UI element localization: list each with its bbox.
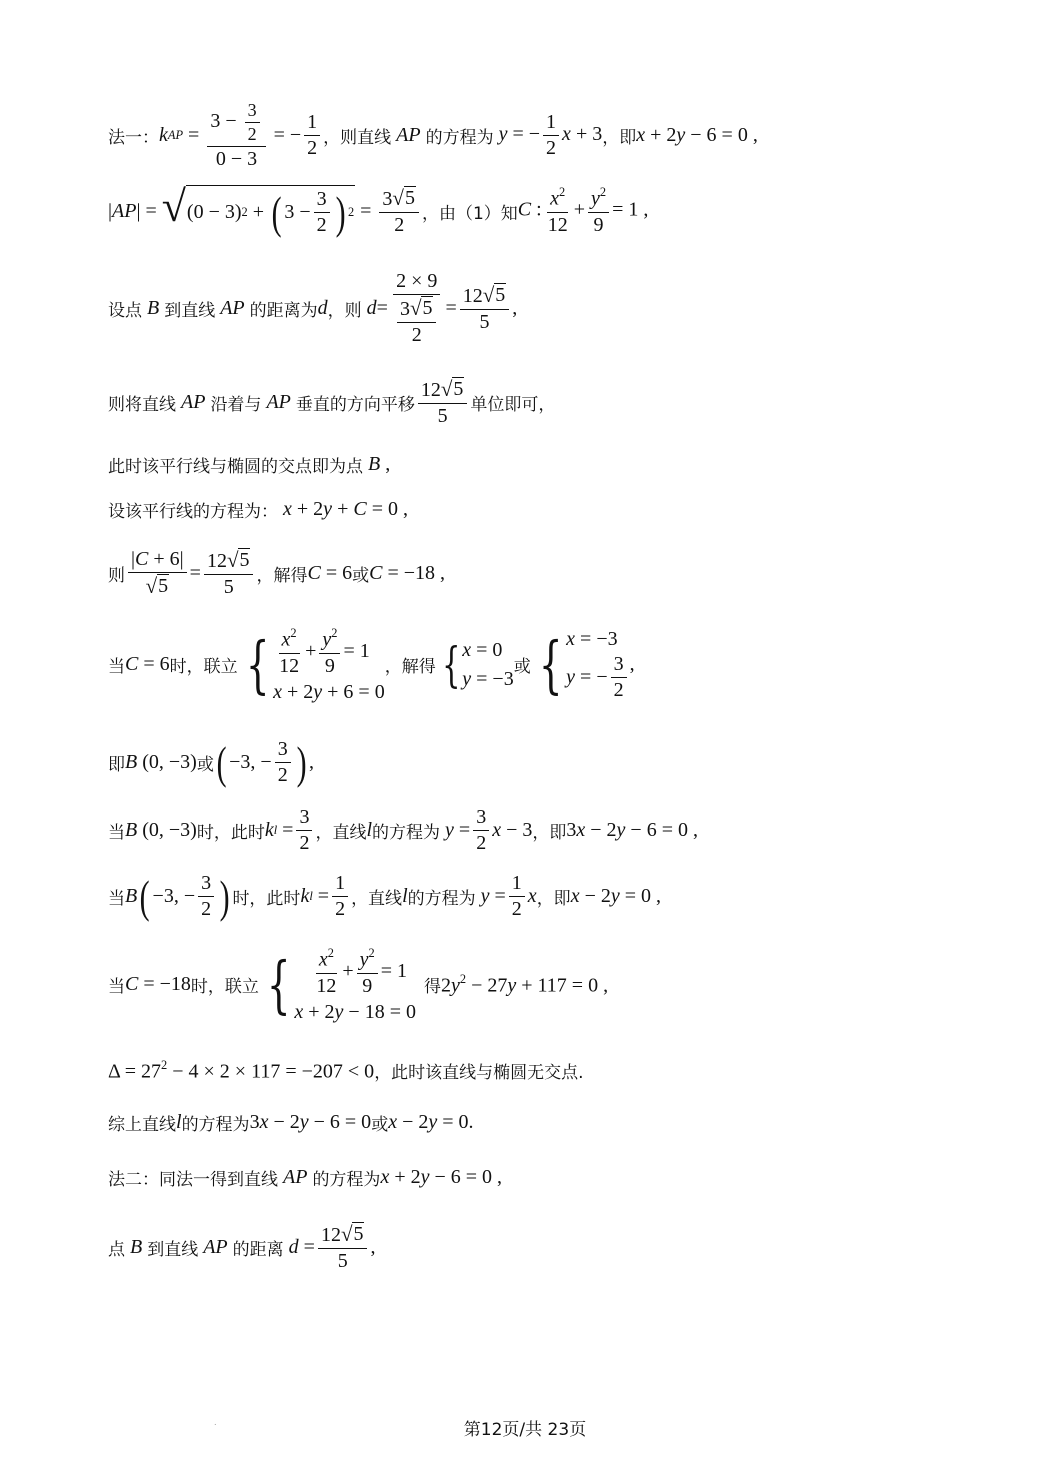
line-2: | AP | = √ (0 − 3) 2 + ( 3 − $\frac{3}{2}$ ) 2 = 3 √ 5 2 ，由（1）知 C : $\frac{x^2}{12}$ + $\frac{y^2}{9}$ = 1 , [108,182,649,238]
line-8: 当 C = 6 时，联立 { $\frac{x^2}{12}$ + $\frac{y^2}{9}$ = 1 x + 2y + 6 = 0 ，解得 { x = 0 y = −3 或 { x = −3 y = − $\frac{3}{2}$ , [108,626,635,703]
distance-formula: d = 2 × 9 3 √ 5 2 = 12 √ 5 5 , [366,270,518,346]
system-c-18: { $\frac{x^2}{12}$ + $\frac{y^2}{9}$ = 1 x + 2y − 18 = 0 [266,946,416,1023]
line-1: 法一： k AP = 3 − $\frac{3}{2}$ 0 − 3 = − $\frac{1}{2}$ ，则直线 AP 的方程为 y = − $\frac{1}{2}$ x + 3 ，即 x + 2y − 6 = 0 , [108,100,758,170]
line-9: 即 B (0, −3) 或 ( −3, − $\frac{3}{2}$ ) , [108,736,315,788]
system-c6: { $\frac{x^2}{12}$ + $\frac{y^2}{9}$ = 1 x + 2y + 6 = 0 [245,626,385,703]
line-15: 法二：同法一得到直线 AP 的方程为 x + 2y − 6 = 0 , [108,1166,503,1190]
line-10: 当 B (0, −3) 时，此时 k l = $\frac{3}{2}$ ，直线 l 的方程为 y = $\frac{3}{2}$ x − 3 ，即 3x − 2y − 6 = 0 , [108,806,698,854]
line-6: 设该平行线的方程为： x + 2y + C = 0 , [108,498,408,522]
line-14: 综上直线 l 的方程为 3x − 2y − 6 = 0 或 x − 2y = 0. [108,1111,474,1135]
page-footer: 第12页/共 23页 [463,1420,587,1440]
line-13: $\Delta = 27^2 - 4 \times 2 \times 117 = -207 < 0$ ，此时该直线与椭圆无交点. [108,1058,584,1084]
line-3: 设点 B 到直线 AP 的距离为 d ，则 d = 2 × 9 3 √ 5 2 = 12 √ 5 5 , [108,270,518,346]
ap-length-formula: | AP | = √ (0 − 3) 2 + ( 3 − $\frac{3}{2}$ ) 2 = 3 √ 5 2 [108,185,422,237]
line-12: 当 C = −18 时，联立 { $\frac{x^2}{12}$ + $\frac{y^2}{9}$ = 1 x + 2y − 18 = 0 得 $2y^2 - 27y + 117 = 0$ , [108,946,609,1023]
line-4: 则将直线 AP 沿着与 AP 垂直的方向平移 12 √ 5 5 单位即可， [108,377,556,427]
line-5: 此时该平行线与椭圆的交点即为点 B , [108,453,391,477]
line-7: 则 |C + 6| √ 5 = 12 √ 5 5 ，解得 C = 6 或 C = −18 , [108,548,445,598]
scan-dot: . [214,1418,217,1427]
slope-ap-formula: k AP = 3 − $\frac{3}{2}$ 0 − 3 = − $\frac{1}{2}$ [159,100,323,171]
line-16: 点 B 到直线 AP 的距离 d = 12 √ 5 5 , [108,1222,376,1272]
line-11: 当 B ( −3, − $\frac{3}{2}$ ) 时，此时 k l = $\frac{1}{2}$ ，直线 l 的方程为 y = $\frac{1}{2}$ x ，即 x − 2y = 0 , [108,870,662,922]
